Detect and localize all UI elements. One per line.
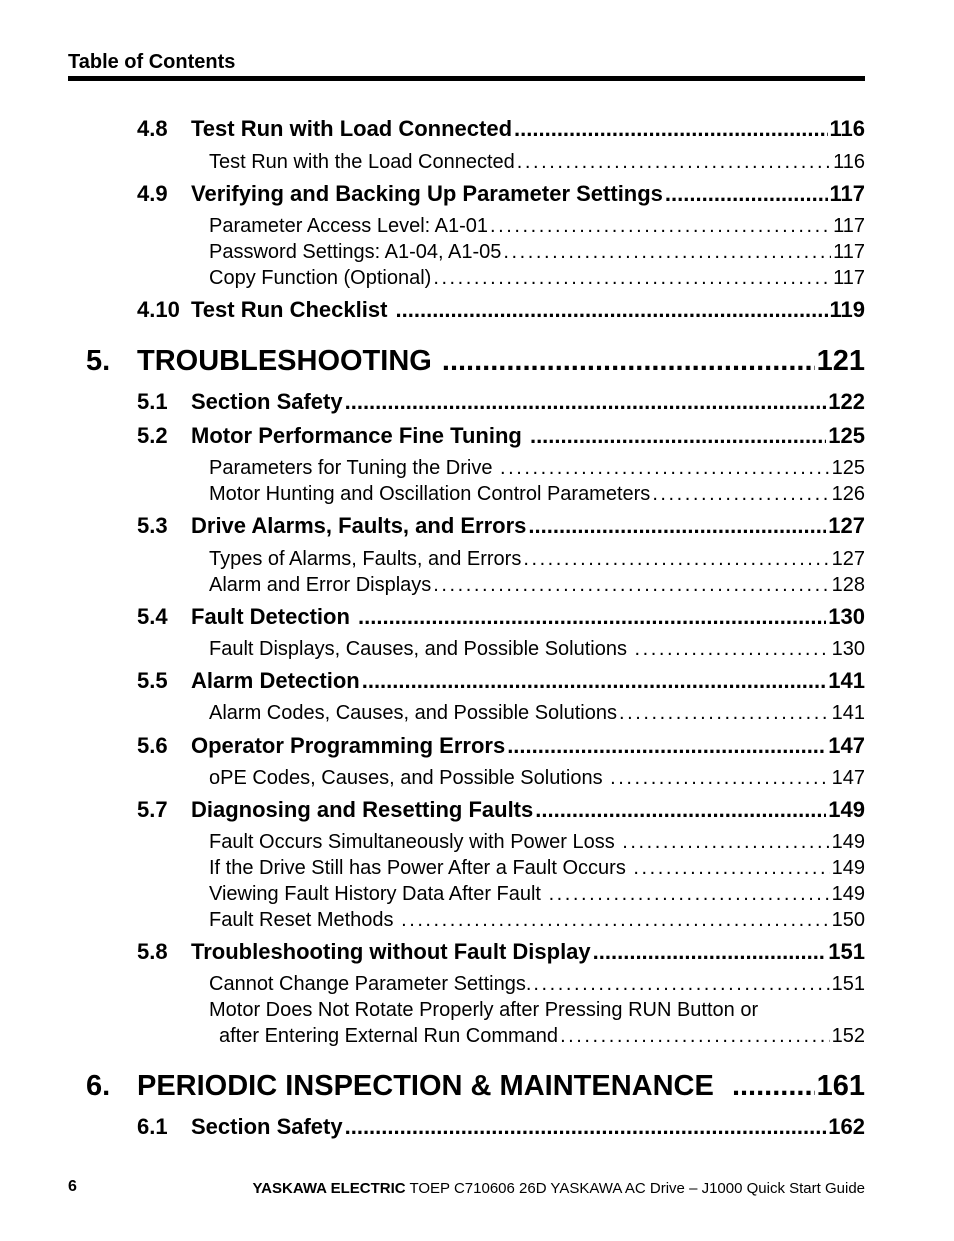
toc-entry-subsection[interactable]	[209, 702, 865, 725]
toc-dot-leader	[401, 909, 830, 932]
toc-entry-title: Alarm and Error Displays	[209, 574, 432, 596]
toc-entry-title: Password Settings: A1-04, A1-05	[209, 241, 502, 263]
toc-entry-page-number: 151	[831, 973, 865, 995]
toc-dot-leader	[345, 1114, 827, 1140]
toc-entry-title: Viewing Fault History Data After Fault	[209, 883, 547, 905]
toc-entry-subsection[interactable]	[219, 1025, 865, 1048]
toc-dot-leader	[362, 668, 827, 694]
toc-dot-leader	[500, 457, 830, 480]
toc-entry-page-number: 125	[828, 423, 865, 448]
toc-entry-chapter[interactable]	[86, 1070, 865, 1103]
toc-entry-number: 5.4	[137, 604, 168, 629]
toc-entry-page-number: 147	[831, 767, 865, 789]
toc-entry-page-number: 141	[828, 668, 865, 693]
toc-entry-page-number: 151	[828, 939, 865, 964]
toc-entry-page-number: 149	[828, 797, 865, 822]
toc-entry-subsection[interactable]	[209, 638, 865, 661]
toc-entry-title: Parameter Access Level: A1-01	[209, 215, 489, 237]
toc-entry-page-number: 125	[831, 457, 865, 479]
toc-entry-page-number: 127	[828, 513, 865, 538]
toc-entry-page-number: 126	[831, 483, 865, 505]
toc-dot-leader	[528, 513, 826, 539]
toc-dot-leader	[732, 1070, 815, 1103]
toc-entry-page-number: 162	[828, 1114, 865, 1139]
toc-entry-title: Verifying and Backing Up Parameter Settings	[191, 181, 663, 206]
toc-entry-page-number: 119	[829, 297, 865, 322]
toc-dot-leader	[433, 574, 829, 597]
toc-entry-page-number: 147	[828, 733, 865, 758]
toc-entry-title: Section Safety	[191, 389, 343, 414]
toc-entry-page-number: 117	[833, 267, 865, 289]
toc-entry-title: Test Run with Load Connected	[191, 116, 513, 141]
toc-entry-number: 5.3	[137, 513, 168, 538]
toc-entry-title: Fault Detection	[191, 604, 357, 629]
toc-entry-section[interactable]	[137, 181, 865, 207]
toc-entry-section[interactable]	[137, 513, 865, 539]
toc-entry-title: Diagnosing and Resetting Faults	[191, 797, 534, 822]
toc-entry-page-number: 130	[828, 604, 865, 629]
toc-entry-title: Operator Programming Errors	[191, 733, 506, 758]
toc-dot-leader	[358, 604, 826, 630]
toc-entry-title: Fault Displays, Causes, and Possible Solutions	[209, 638, 633, 660]
toc-entry-title: Cannot Change Parameter Settings.	[209, 973, 532, 995]
toc-dot-leader	[514, 116, 827, 142]
toc-entry-number: 4.9	[137, 181, 168, 206]
toc-dot-leader	[635, 638, 830, 661]
toc-entry-title: oPE Codes, Causes, and Possible Solutions	[209, 767, 609, 789]
toc-entry-section[interactable]	[137, 297, 865, 323]
toc-entry-title: after Entering External Run Command	[219, 1025, 559, 1047]
toc-dot-leader	[633, 857, 829, 880]
toc-entry-page-number: 161	[816, 1070, 865, 1102]
toc-dot-leader	[622, 831, 829, 854]
toc-entry-section[interactable]	[137, 797, 865, 823]
toc-entry-subsection[interactable]	[209, 909, 865, 932]
toc-entry-page-number: 149	[831, 831, 865, 853]
footer-document-info	[253, 1180, 865, 1197]
toc-entry-number: 5.5	[137, 668, 168, 693]
toc-dot-leader	[610, 767, 830, 790]
toc-entry-section[interactable]	[137, 604, 865, 630]
toc-dot-leader	[503, 241, 831, 264]
toc-entry-title: TROUBLESHOOTING	[137, 345, 440, 377]
toc-dot-leader	[490, 215, 831, 238]
toc-entry-page-number: 116	[829, 116, 865, 141]
toc-dot-leader	[396, 297, 828, 323]
toc-entry-section[interactable]	[137, 1114, 865, 1140]
toc-entry-page-number: 121	[816, 345, 865, 377]
toc-entry-page-number: 117	[829, 181, 865, 206]
toc-entry-title: Fault Occurs Simultaneously with Power Loss	[209, 831, 621, 853]
toc-entry-title: Alarm Codes, Causes, and Possible Solutions	[209, 702, 617, 724]
toc-entry-text[interactable]: Motor Does Not Rotate Properly after Pressing RUN Button or	[209, 999, 759, 1021]
toc-entry-number: 5.2	[137, 423, 168, 448]
toc-dot-leader	[507, 733, 826, 759]
toc-entry-page-number: 117	[833, 241, 865, 263]
toc-dot-leader	[549, 883, 830, 906]
toc-dot-leader	[530, 423, 826, 449]
toc-entry-section[interactable]	[137, 389, 865, 415]
toc-entry-title: Troubleshooting without Fault Display	[191, 939, 591, 964]
toc-dot-leader	[619, 702, 830, 725]
toc-entry-page-number: 152	[831, 1025, 865, 1047]
page-header-title: Table of Contents	[68, 51, 236, 73]
toc-entry-title: Section Safety	[191, 1114, 343, 1139]
toc-dot-leader	[433, 267, 831, 290]
toc-dot-leader	[652, 483, 829, 506]
toc-dot-leader	[442, 345, 815, 378]
toc-entry-section[interactable]	[137, 939, 865, 965]
toc-dot-leader	[665, 181, 828, 207]
toc-dot-leader	[533, 973, 829, 996]
toc-entry-number: 5.8	[137, 939, 168, 964]
toc-entry-section[interactable]	[137, 733, 865, 759]
toc-entry-subsection[interactable]	[209, 241, 865, 264]
toc-entry-title: Motor Hunting and Oscillation Control Parameters	[209, 483, 651, 505]
toc-dot-leader	[517, 151, 831, 174]
toc-entry-title: Copy Function (Optional)	[209, 267, 432, 289]
toc-entry-page-number: 127	[831, 548, 865, 570]
toc-entry-number: 5.7	[137, 797, 168, 822]
toc-entry-title: Test Run with the Load Connected	[209, 151, 515, 173]
toc-entry-page-number: 122	[828, 389, 865, 414]
toc-entry-page-number: 141	[831, 702, 865, 724]
toc-entry-subsection[interactable]	[209, 457, 865, 480]
toc-entry-subsection[interactable]	[209, 151, 865, 174]
toc-entry-title: Parameters for Tuning the Drive	[209, 457, 499, 479]
toc-entry-page-number: 128	[831, 574, 865, 596]
toc-entry-page-number: 130	[831, 638, 865, 660]
toc-dot-leader	[560, 1025, 830, 1048]
toc-entry-page-number: 116	[833, 151, 865, 173]
toc-entry-subsection[interactable]	[209, 831, 865, 854]
toc-entry-section[interactable]	[137, 668, 865, 694]
toc-dot-leader	[593, 939, 827, 965]
toc-entry-number: 6.1	[137, 1114, 168, 1139]
toc-entry-subsection[interactable]	[209, 883, 865, 906]
toc-entry-page-number: 150	[831, 909, 865, 931]
toc-entry-title: Test Run Checklist	[191, 297, 394, 322]
toc-entry-number: 5.	[86, 345, 111, 377]
toc-entry-subsection[interactable]	[209, 215, 865, 238]
toc-entry-title: Alarm Detection	[191, 668, 360, 693]
toc-dot-leader	[535, 797, 826, 823]
toc-entry-number: 5.6	[137, 733, 168, 758]
toc-entry-subsection[interactable]	[209, 973, 865, 996]
toc-entry-title: Motor Performance Fine Tuning	[191, 423, 528, 448]
toc-entry-section[interactable]	[137, 423, 865, 449]
toc-entry-title: If the Drive Still has Power After a Fault Occurs	[209, 857, 632, 879]
toc-dot-leader	[523, 548, 829, 571]
toc-entry-number: 5.1	[137, 389, 168, 414]
footer-brand: YASKAWA ELECTRIC	[252, 1180, 406, 1197]
toc-entry-subsection[interactable]	[209, 548, 865, 571]
toc-entry-chapter[interactable]	[86, 345, 865, 378]
toc-entry-page-number: 149	[831, 857, 865, 879]
toc-entry-number: 4.8	[137, 116, 168, 141]
footer-page-number: 6	[68, 1178, 77, 1195]
toc-entry-page-number: 117	[833, 215, 865, 237]
toc-entry-subsection[interactable]	[209, 767, 865, 790]
toc-entry-subsection[interactable]	[209, 267, 865, 290]
footer-document-title: TOEP C710606 26D YASKAWA AC Drive – J1000 Quick Start Guide	[405, 1180, 865, 1197]
toc-entry-title: PERIODIC INSPECTION & MAINTENANCE	[137, 1070, 730, 1102]
toc-entry-number: 6.	[86, 1070, 111, 1102]
toc-entry-subsection[interactable]	[209, 574, 865, 597]
toc-dot-leader	[345, 389, 827, 415]
toc-entry-number: 4.10	[137, 297, 180, 322]
toc-entry-section[interactable]	[137, 116, 865, 142]
toc-entry-title: Fault Reset Methods	[209, 909, 400, 931]
toc-entry-title: Drive Alarms, Faults, and Errors	[191, 513, 527, 538]
toc-entry-page-number: 149	[831, 883, 865, 905]
toc-entry-subsection[interactable]	[209, 857, 865, 880]
toc-entry-title: Types of Alarms, Faults, and Errors	[209, 548, 522, 570]
toc-entry-subsection[interactable]	[209, 483, 865, 506]
